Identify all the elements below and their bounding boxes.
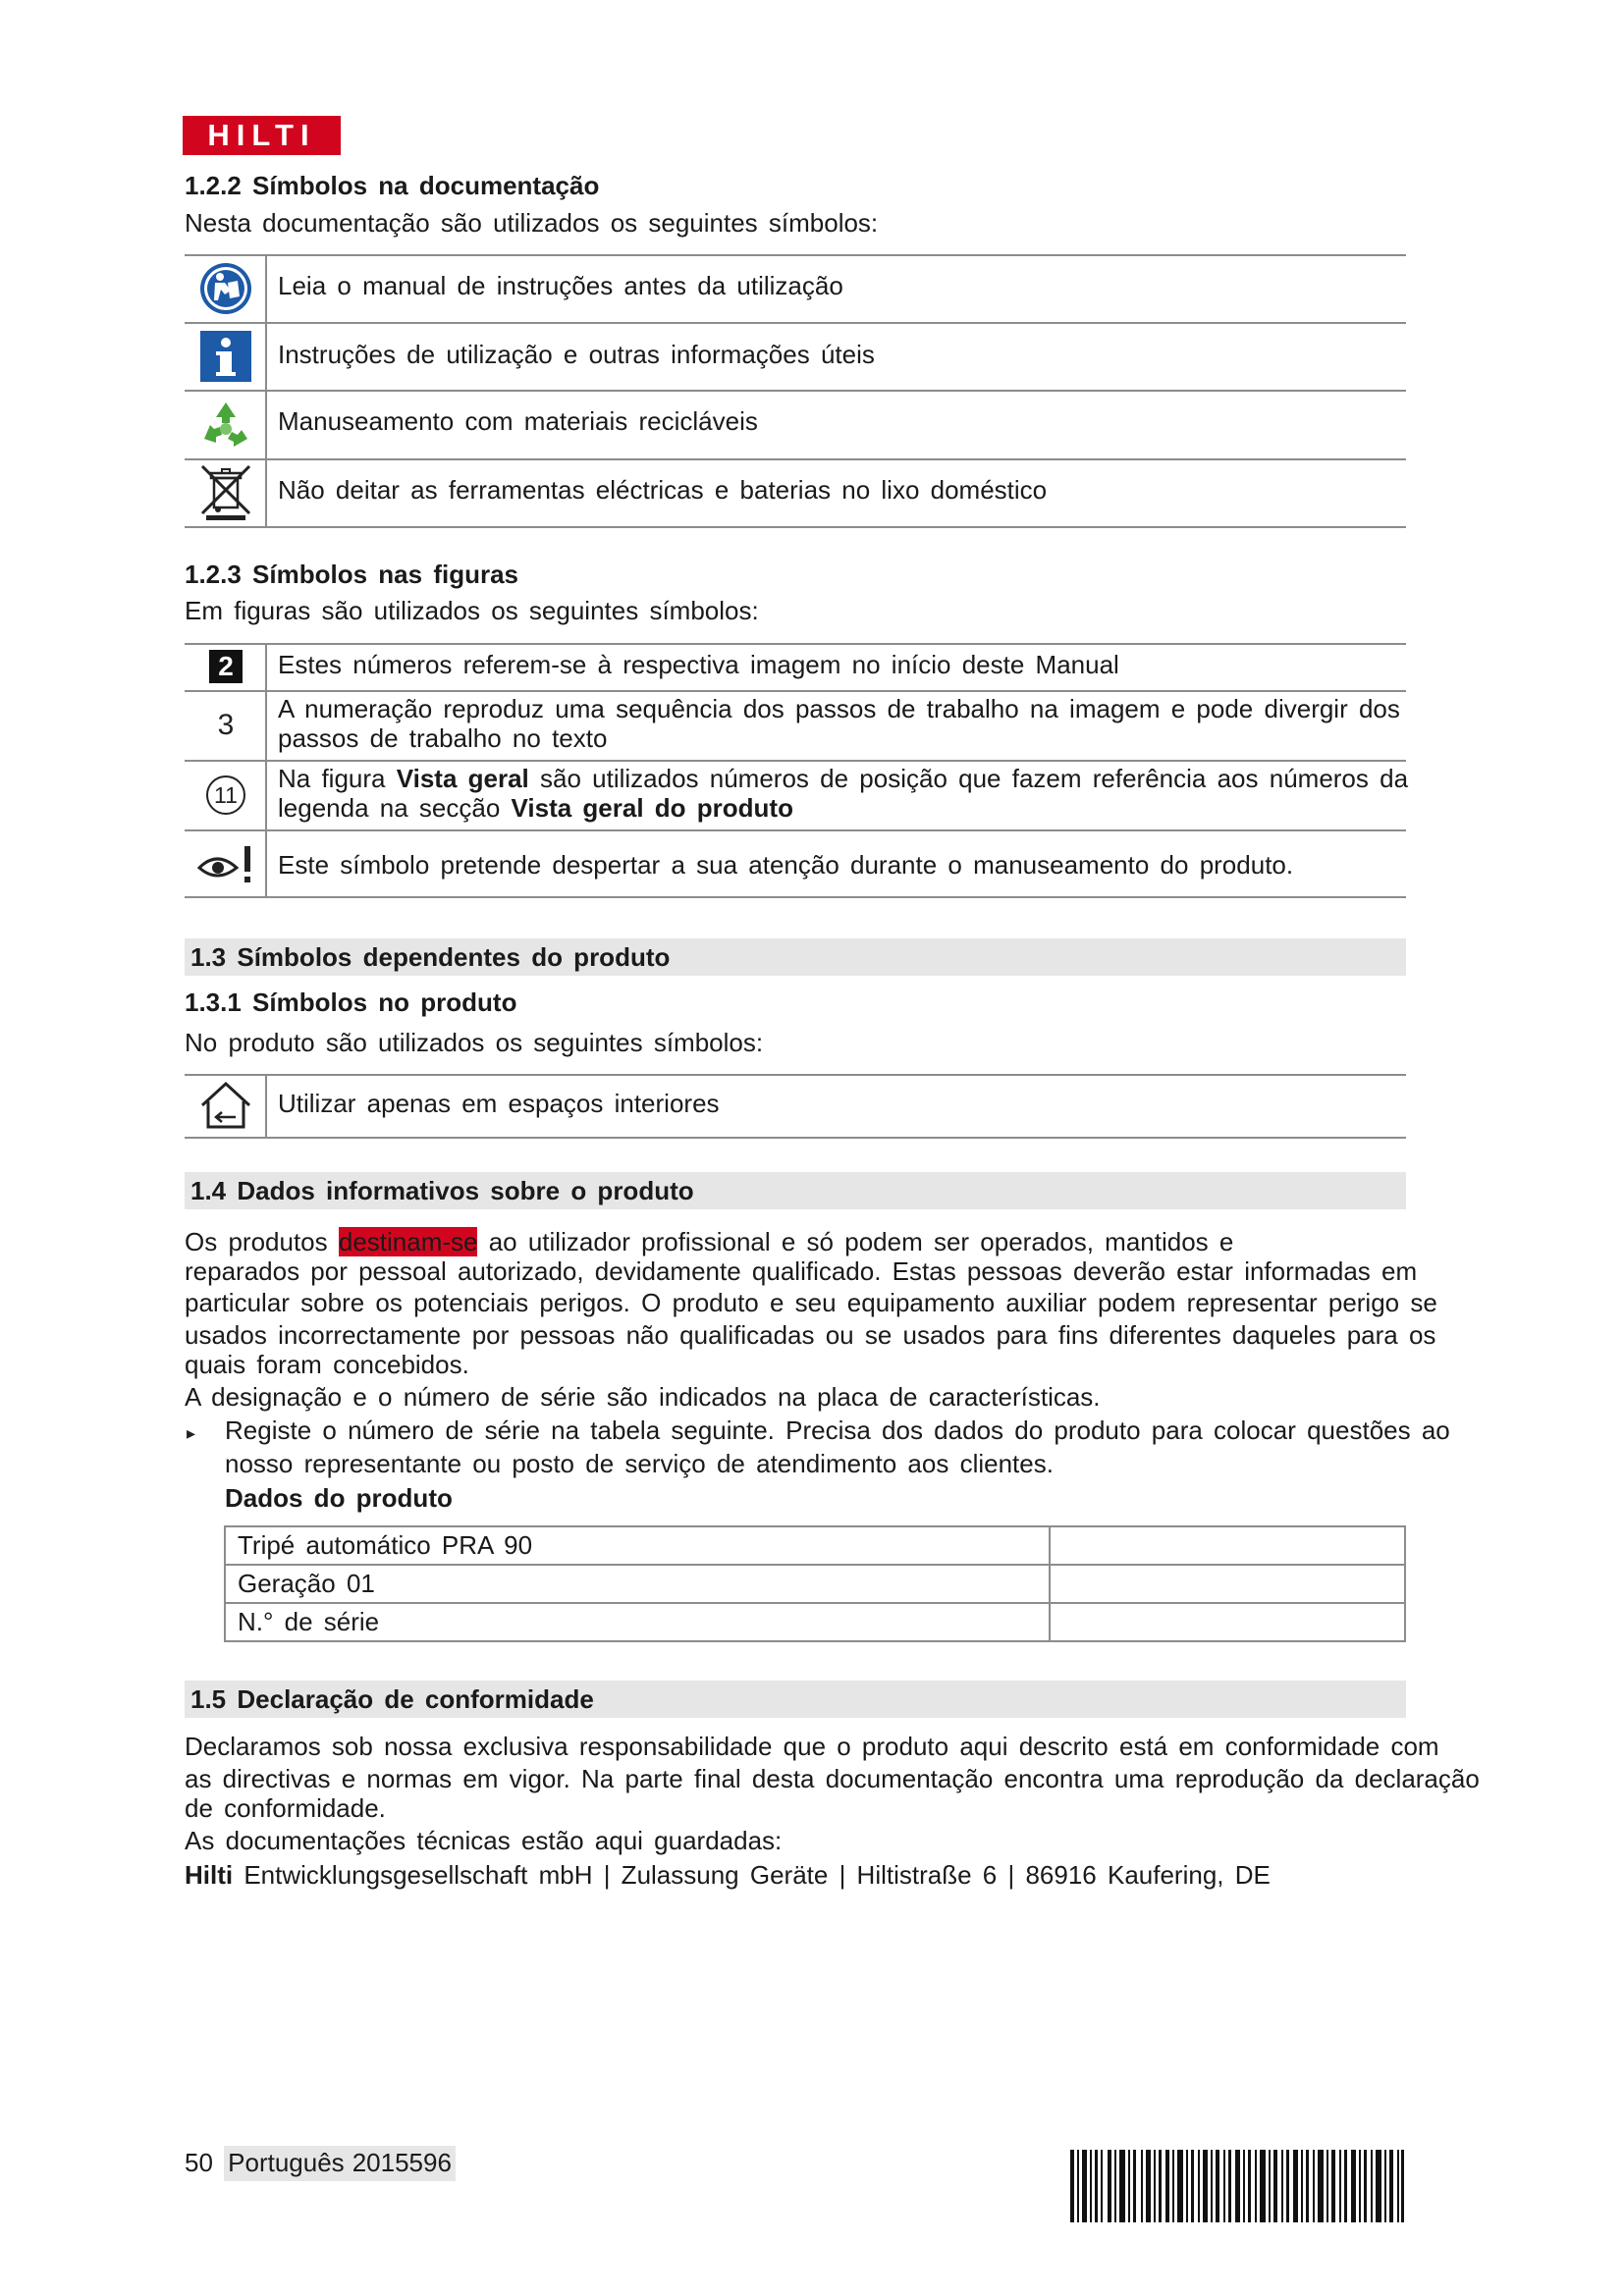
table-row [225, 1526, 1405, 1565]
section-intro-1-2-3: Em figuras são utilizados os seguintes símbolos: [185, 596, 759, 625]
conformity-line-4: As documentações técnicas estão aqui guardadas: [185, 1826, 783, 1855]
section-heading-1-2-2: 1.2.2 Símbolos na documentação [185, 171, 600, 200]
bullet-arrow-icon: ▸ [187, 1423, 196, 1443]
conformity-line-1: Declaramos sob nossa exclusiva responsabilidade que o produto aqui descrito está em conformidade com [185, 1732, 1439, 1761]
product-data-value-cell[interactable] [1050, 1603, 1405, 1641]
para-line-3: particular sobre os potenciais perigos. O produto e seu equipamento auxiliar podem representar perigo se [185, 1288, 1437, 1317]
section-heading-1-4: 1.4 Dados informativos sobre o produto [190, 1176, 694, 1205]
step-number-icon [192, 695, 259, 756]
section-heading-1-3: 1.3 Símbolos dependentes do produto [190, 942, 671, 972]
product-data-value-cell[interactable] [1050, 1526, 1405, 1565]
symbol-text-crossed-bin: Não deitar as ferramentas eléctricas e baterias no lixo doméstico [278, 475, 1048, 505]
barcode [1070, 2150, 1404, 2222]
figure-symbol-text-position-line-2 [278, 793, 793, 823]
symbol-text-info: Instruções de utilização e outras informações úteis [278, 340, 875, 369]
section-bar-1-5 [185, 1681, 1406, 1718]
section-bar-1-3 [185, 938, 1406, 976]
para-line-4: usados incorrectamente por pessoas não qualificadas ou se usados para fins diferentes daqueles para os [185, 1320, 1436, 1350]
product-info-paragraph [185, 1227, 1549, 1379]
inline-hilti-mark: destinam-se [338, 1227, 478, 1256]
position-text-c: são utilizados números de posição que fazem referência aos números da [528, 764, 1409, 793]
product-data-label: N.° de série [225, 1603, 1050, 1641]
figure-symbol-text-step-line-1: A numeração reproduz uma sequência dos passos de trabalho na imagem e pode divergir dos [278, 694, 1400, 723]
para-line-5: quais foram concebidos. [185, 1350, 469, 1379]
attention-eye-icon [192, 834, 259, 893]
logo-text: HILTI [207, 118, 316, 152]
section-bar-1-4 [185, 1172, 1406, 1209]
figure-symbol-text-position-line-1 [278, 764, 1408, 793]
recycle-icon [192, 396, 259, 454]
image-number-icon [192, 647, 259, 686]
figure-symbol-text-attention: Este símbolo pretende despertar a sua atenção durante o manuseamento do produto. [278, 850, 1294, 880]
para-text-a: Os produtos [185, 1227, 339, 1256]
position-text-d: legenda na secção [278, 793, 512, 823]
footer-doc-number: 2015596 [349, 2146, 456, 2181]
hilti-logo [183, 116, 341, 155]
section-heading-1-5: 1.5 Declaração de conformidade [190, 1684, 594, 1714]
position-text-e: Vista geral do produto [511, 793, 793, 823]
position-number-icon [192, 765, 259, 826]
position-text-a: Na figura [278, 764, 397, 793]
conformity-paragraph [185, 1732, 1559, 1890]
table-row [225, 1565, 1405, 1603]
crossed-bin-icon [192, 463, 259, 522]
section-heading-1-2-3: 1.2.3 Símbolos nas figuras [185, 560, 518, 589]
designation-paragraph: A designação e o número de série são indicados na placa de características. [185, 1382, 1101, 1412]
step-number-value: 3 [217, 709, 235, 741]
read-manual-icon [192, 259, 259, 318]
info-icon [192, 327, 259, 386]
figure-symbol-text-image-number: Estes números referem-se à respectiva imagem no início deste Manual [278, 650, 1119, 679]
product-data-value-cell[interactable] [1050, 1565, 1405, 1603]
table-row [225, 1603, 1405, 1641]
figure-symbol-text-step-line-2: passos de trabalho no texto [278, 723, 608, 753]
product-data-label: Geração 01 [225, 1565, 1050, 1603]
section-intro-1-3-1: No produto são utilizados os seguintes símbolos: [185, 1028, 764, 1057]
product-data-title: Dados do produto [225, 1483, 453, 1513]
symbol-text-read-manual: Leia o manual de instruções antes da utilização [278, 271, 843, 300]
conformity-address [185, 1860, 1559, 1890]
bullet-line-1: Registe o número de série na tabela seguinte. Precisa dos dados do produto para colocar questões ao [225, 1415, 1450, 1445]
symbol-text-recycle: Manuseamento com materiais recicláveis [278, 406, 758, 436]
position-text-b: Vista geral [396, 764, 529, 793]
para-text-b: ao utilizador profissional e só podem ser operados, mantidos e [477, 1227, 1234, 1256]
conformity-line-3: de conformidade. [185, 1793, 386, 1823]
product-data-table [224, 1525, 1406, 1642]
section-intro-1-2-2: Nesta documentação são utilizados os seguintes símbolos: [185, 208, 879, 238]
bullet-line-2: nosso representante ou posto de serviço de atendimento aos clientes. [225, 1449, 1054, 1478]
address-rest: Entwicklungsgesellschaft mbH | Zulassung Geräte | Hiltistraße 6 | 86916 Kaufering, DE [233, 1860, 1271, 1890]
para-line-2: reparados por pessoal autorizado, devidamente qualificado. Estas pessoas deverão estar informadas em [185, 1256, 1418, 1286]
footer [185, 2148, 456, 2177]
footer-language: Português [224, 2146, 349, 2181]
image-number-value: 2 [209, 650, 243, 683]
product-symbol-text-indoor: Utilizar apenas em espaços interiores [278, 1089, 720, 1118]
position-number-value: 11 [206, 775, 245, 815]
footer-page-number: 50 [185, 2148, 213, 2177]
conformity-line-2: as directivas e normas em vigor. Na parte final desta documentação encontra uma reprodução da declaração [185, 1764, 1480, 1793]
section-heading-1-3-1: 1.3.1 Símbolos no produto [185, 988, 517, 1017]
indoor-use-icon [192, 1078, 259, 1133]
product-data-label: Tripé automático PRA 90 [225, 1526, 1050, 1565]
address-company-bold: Hilti [185, 1860, 234, 1890]
